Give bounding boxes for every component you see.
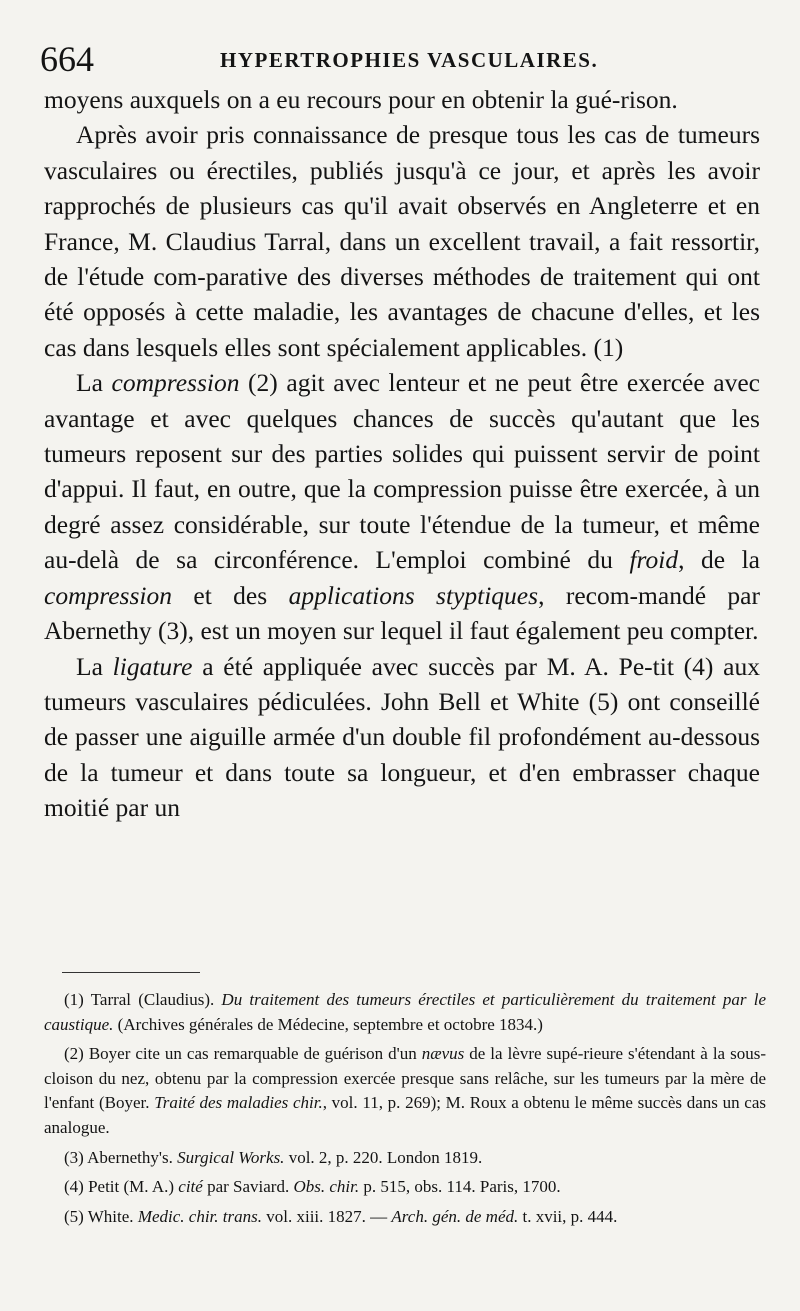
text-span: vol. 2, p. 220. London 1819.	[284, 1147, 483, 1167]
italic-title: Du traitement des tumeurs érectiles et particulièrement du traitement par le caustique.	[44, 990, 766, 1034]
footnotes	[44, 988, 766, 1229]
text-span: , recom-mandé par Abernethy (3), est un moyen sur lequel il faut également peu compter.	[44, 580, 760, 646]
paragraph-4	[44, 649, 760, 826]
text-span: et des	[171, 580, 289, 610]
text-span: (Archives générales de Médecine, septembre et octobre 1834.)	[113, 1014, 543, 1034]
italic-term: cité	[178, 1177, 203, 1197]
text-span: a été appliquée avec succès par M. A. Pe-tit (4) aux tumeurs vasculaires pédiculées. John Bell et White (5) ont conseillé de passer une aiguille armée d'un double fil profondément au-dessous de la tumeur et dans toute sa longueur, et d'en embrasser chaque moitié par un	[44, 651, 760, 823]
text-span: La	[76, 651, 113, 681]
running-title: HYPERTROPHIES VASCULAIRES.	[220, 48, 599, 72]
italic-term: compression	[111, 368, 240, 398]
main-text	[44, 82, 760, 826]
footnote-divider	[62, 972, 200, 973]
text-span: La	[76, 368, 112, 398]
paragraph-2: Après avoir pris connaissance de presque tous les cas de tumeurs vasculaires ou érectiles, publiés jusqu'à ce jour, et après les avoir rapprochés de plusieurs cas qu'il avait observés en Angleterre et en France, M. Claudius Tarral, dans un excellent travail, a fait ressortir, de l'étude com-parative des diverses méthodes de traitement qui ont été opposés à cette maladie, les avantages de chacune d'elles, et les cas dans lesquels elles sont spécialement applicables. (1)	[44, 120, 760, 362]
paragraph-3	[44, 365, 760, 648]
italic-term: nævus	[421, 1044, 465, 1064]
italic-title: Arch. gén. de méd.	[391, 1206, 519, 1226]
footnote-2	[44, 1042, 766, 1140]
footnote-3	[44, 1146, 766, 1171]
text-span: (3) Abernethy's.	[64, 1147, 178, 1167]
text-span: p. 515, obs. 114. Paris, 1700.	[359, 1177, 561, 1197]
italic-title: Traité des maladies chir.	[154, 1093, 323, 1113]
text-span: (5) White.	[64, 1206, 138, 1226]
italic-term: compression	[44, 580, 172, 610]
page-number: 664	[40, 39, 94, 79]
italic-title: Medic. chir. trans.	[137, 1206, 262, 1226]
text-span: vol. xiii. 1827. —	[262, 1206, 392, 1226]
text-span: par Saviard.	[202, 1177, 294, 1197]
text-span: , vol. 11, p. 269); M. Roux a obtenu le même succès dans un cas analogue.	[44, 1093, 767, 1137]
text-span: (4) Petit (M. A.)	[64, 1177, 179, 1197]
footnote-4	[44, 1175, 766, 1200]
text-span: (2) agit avec lenteur et ne peut être exercée avec avantage et avec quelques chances de succès qu'autant que les tumeurs reposent sur des parties solides qui puissent servir de point d'appui. Il faut, en outre, que la compression puisse être exercée, à un degré assez considérable, sur toute l'étendue de la tumeur, et même au-delà de sa circonférence. L'emploi combiné du	[44, 368, 760, 575]
text-span: (2) Boyer cite un cas remarquable de guérison d'un	[64, 1044, 422, 1064]
footnote-1	[44, 988, 766, 1037]
text-span: de la lèvre supé-rieure s'étendant à la sous-cloison du nez, obtenu par la compression exercée presque sans relâche, sur les tumeurs par la mère de l'enfant (Boyer.	[44, 1044, 766, 1113]
text-span: , de la	[678, 545, 760, 575]
paragraph-1: moyens auxquels on a eu recours pour en obtenir la gué-rison.	[44, 85, 678, 114]
italic-term: froid	[629, 545, 679, 575]
text-span: t. xvii, p. 444.	[518, 1206, 618, 1226]
italic-term: ligature	[112, 651, 193, 681]
page-header	[40, 34, 760, 84]
italic-term: applications styptiques	[288, 580, 539, 610]
italic-title: Surgical Works.	[177, 1147, 285, 1167]
italic-title: Obs. chir.	[293, 1177, 360, 1197]
text-span: (1) Tarral (Claudius).	[64, 990, 222, 1009]
footnote-5	[44, 1205, 766, 1230]
